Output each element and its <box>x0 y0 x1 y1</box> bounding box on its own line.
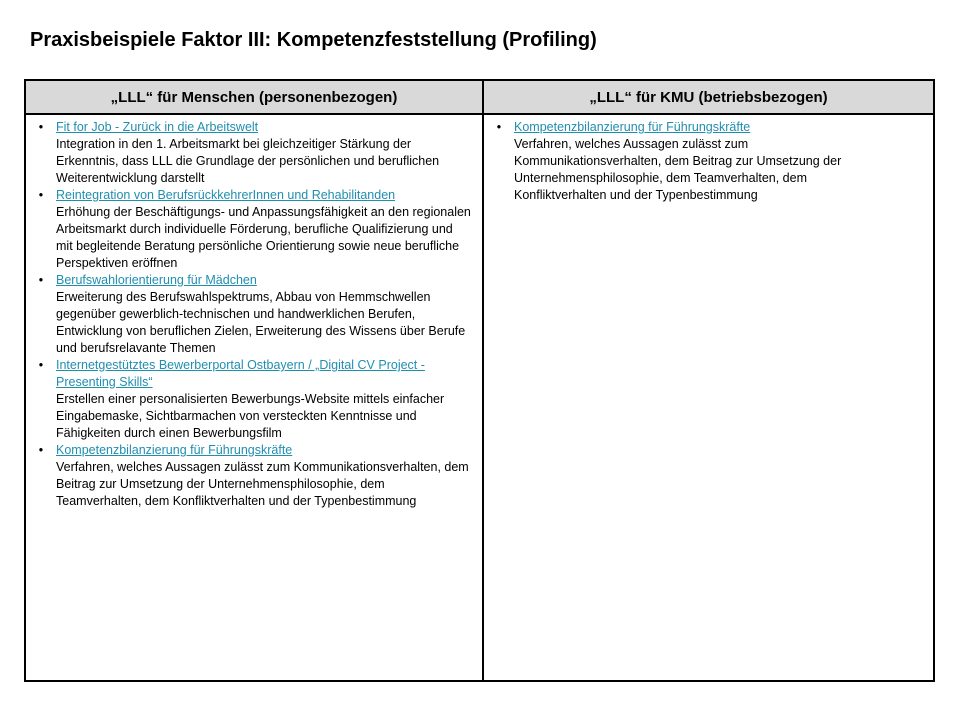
example-link-reintegration[interactable]: Reintegration von BerufsrückkehrerInnen und Rehabilitanden <box>56 188 396 202</box>
cell-persons <box>26 115 484 680</box>
example-description: Verfahren, welches Aussagen zulässt zum Kommunikationsverhalten, dem Beitrag zur Umsetzung der Unternehmensphilosophie, dem Teamverhalten, dem Konfliktverhalten und der Typenbestimmung <box>514 137 842 202</box>
list-item <box>36 442 472 510</box>
bullet-icon: • <box>38 273 44 287</box>
list-item <box>36 272 472 357</box>
list-item <box>36 187 472 272</box>
list-item <box>494 119 897 204</box>
bullet-icon: • <box>38 358 44 372</box>
example-link-career-orientation[interactable]: Berufswahlorientierung für Mädchen <box>56 273 257 287</box>
bullet-icon: • <box>38 443 44 457</box>
bullet-icon: • <box>38 120 44 134</box>
example-link-competence-assessment[interactable]: Kompetenzbilanzierung für Führungskräfte <box>514 120 751 134</box>
bullet-icon: • <box>38 188 44 202</box>
column-header-smes: „LLL“ für KMU (betriebsbezogen) <box>484 81 933 115</box>
example-link-applicant-portal[interactable]: Internetgestütztes Bewerberportal Ostbayern / „Digital CV Project - Presenting Skills“ <box>56 358 425 389</box>
example-link-fit-for-job[interactable]: Fit for Job - Zurück in die Arbeitswelt <box>56 120 259 134</box>
bullet-icon: • <box>496 120 502 134</box>
smes-example-list <box>494 119 897 204</box>
example-description: Integration in den 1. Arbeitsmarkt bei gleichzeitiger Stärkung der Erkenntnis, dass LLL die Grundlage der persönlichen und beruflichen Weiterentwicklung darstellt <box>56 137 440 185</box>
example-description: Erweiterung des Berufswahlspektrums, Abbau von Hemmschwellen gegenüber gewerblich-technischen und handwerklichen Berufen, Entwicklung von beruflichen Zielen, Erweiterung des Wissens über Berufe und berufsrelavante Themen <box>56 290 466 355</box>
page-title: Praxisbeispiele Faktor III: Kompetenzfeststellung (Profiling) <box>30 29 597 51</box>
example-description: Verfahren, welches Aussagen zulässt zum Kommunikationsverhalten, dem Beitrag zur Umsetzung der Unternehmensphilosophie, dem Teamverhalten, dem Konfliktverhalten und der Typenbestimmung <box>56 460 469 508</box>
example-link-competence-assessment[interactable]: Kompetenzbilanzierung für Führungskräfte <box>56 443 293 457</box>
persons-example-list <box>36 119 472 510</box>
list-item <box>36 357 472 442</box>
comparison-table <box>24 79 935 682</box>
example-description: Erstellen einer personalisierten Bewerbungs-Website mittels einfacher Eingabemaske, Sichtbarmachen von versteckten Kenntnisse und Fähigkeiten durch einen Bewerbungsfilm <box>56 392 445 440</box>
column-header-persons: „LLL“ für Menschen (personenbezogen) <box>26 81 484 115</box>
example-description: Erhöhung der Beschäftigungs- und Anpassungsfähigkeit an den regionalen Arbeitsmarkt durch individuelle Förderung, berufliche Qualifizierung und mit begleitende Beratung persönliche Orientierung sowie neue berufliche Perspektiven eröffnen <box>56 205 471 270</box>
cell-smes <box>484 115 933 680</box>
list-item <box>36 119 472 187</box>
